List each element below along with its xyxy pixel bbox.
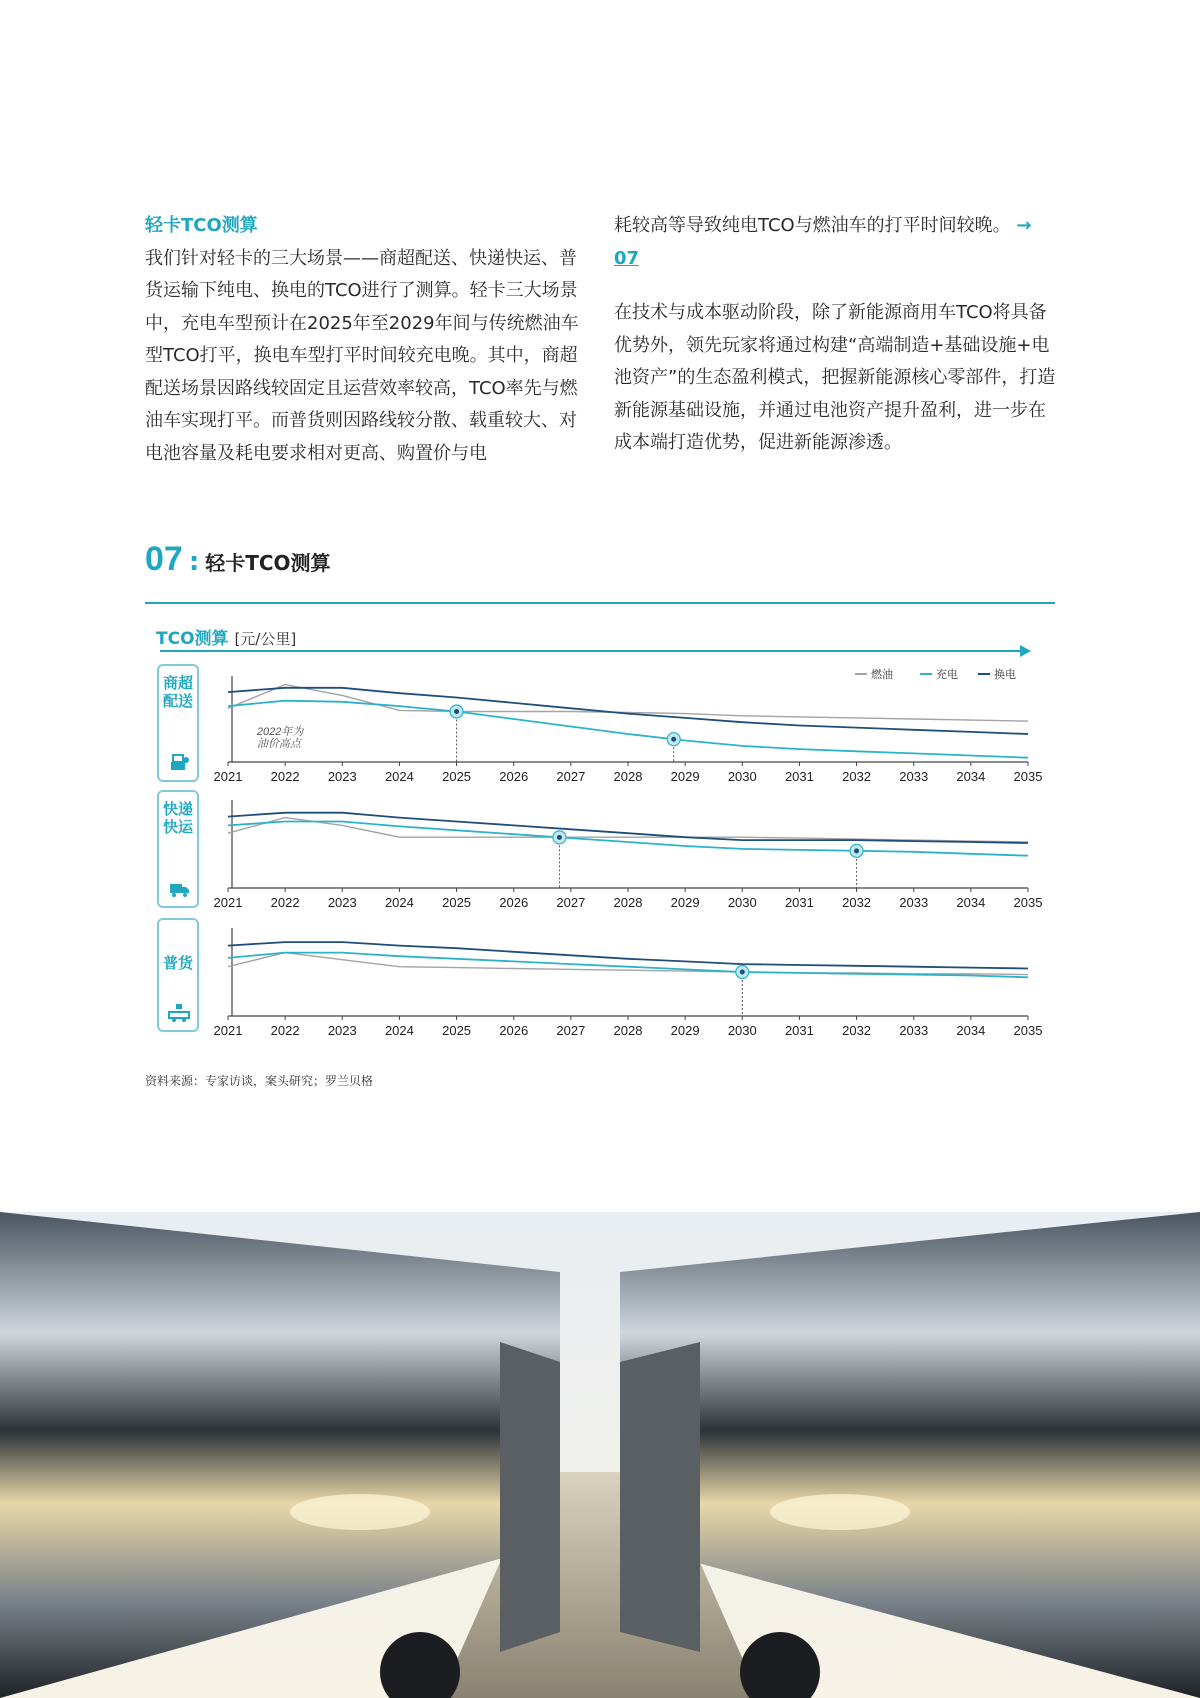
x-tick-label: 2023 — [327, 1023, 357, 1038]
x-tick-label: 2024 — [384, 1023, 414, 1038]
x-tick-label: 2026 — [499, 1023, 529, 1038]
x-tick-label: 2027 — [556, 1023, 586, 1038]
x-tick-label: 2029 — [670, 1023, 700, 1038]
x-tick-label: 2035 — [1013, 1023, 1043, 1038]
x-tick-label: 2027 — [556, 769, 586, 784]
swap-line — [228, 688, 1028, 734]
figure-title-text: 轻卡TCO测算 — [205, 551, 331, 575]
x-tick-label: 2034 — [956, 895, 986, 910]
section-heading: 轻卡TCO测算 — [145, 215, 258, 236]
body-paragraph-2: 在技术与成本驱动阶段，除了新能源商用车TCO将具备优势外，领先玩家将通过构建“高端制造+基础设施+电池资产”的生态盈利模式，把握新能源核心零部件，打造新能源基础设施，并通过电池资产提升盈利，进一步在成本端打造优势，促进新能源渗透。 — [614, 302, 1056, 453]
x-tick-label: 2033 — [899, 895, 929, 910]
crossover-marker-dot — [454, 709, 459, 714]
body-paragraph: 我们针对轻卡的三大场景——商超配送、快递快运、普货运输下纯电、换电的TCO进行了测算。轻卡三大场景中，充电车型预计在2025年至2029年间与传统燃油车型TCO打平，换电车型打平时间较充电晚。其中，商超配送场景因路线较固定且运营效率较高，TCO率先与燃油车实现打平。而普货则因路线较分散、载重较大、对电池容量及耗电要求相对更高、购置价与电 — [145, 247, 579, 464]
x-tick-label: 2029 — [670, 895, 700, 910]
axis-arrow-head — [1020, 645, 1031, 657]
x-tick-label: 2022 — [270, 1023, 300, 1038]
x-tick-label: 2035 — [1013, 769, 1043, 784]
x-tick-label: 2028 — [613, 895, 643, 910]
swap-line — [228, 942, 1028, 968]
panel-label-text: 快递快运 — [162, 800, 193, 836]
panel-label-text: 商超配送 — [162, 674, 193, 710]
x-tick-label: 2033 — [899, 769, 929, 784]
x-tick-label: 2035 — [1013, 895, 1043, 910]
figure-colon: : — [188, 547, 200, 577]
figure-number: 07 — [145, 540, 183, 578]
x-tick-label: 2026 — [499, 895, 529, 910]
legend-label: 充电 — [936, 669, 958, 681]
x-tick-label: 2025 — [442, 769, 472, 784]
x-tick-label: 2023 — [327, 895, 357, 910]
source-note: 资料来源：专家访谈，案头研究；罗兰贝格 — [145, 1074, 374, 1088]
crossover-marker-dot — [854, 848, 859, 853]
panel-label-text: 普货 — [162, 954, 193, 972]
arrow-right-icon: → — [1016, 215, 1032, 236]
x-tick-label: 2021 — [213, 769, 243, 784]
x-tick-label: 2031 — [784, 769, 814, 784]
crossover-marker-dot — [671, 737, 676, 742]
crossover-marker-dot — [557, 835, 562, 840]
x-tick-label: 2025 — [442, 1023, 472, 1038]
legend-label: 燃油 — [871, 669, 893, 681]
tanker-trucks-photo — [0, 1212, 1200, 1698]
x-tick-label: 2021 — [213, 1023, 243, 1038]
x-tick-label: 2022 — [270, 895, 300, 910]
x-tick-label: 2030 — [727, 895, 757, 910]
annotation-text: 油价高点 — [256, 738, 301, 750]
x-tick-label: 2034 — [956, 1023, 986, 1038]
x-tick-label: 2031 — [784, 1023, 814, 1038]
fuel-line — [228, 953, 1028, 975]
x-tick-label: 2025 — [442, 895, 472, 910]
swap-line — [228, 813, 1028, 843]
x-tick-label: 2024 — [384, 769, 414, 784]
x-tick-label: 2023 — [327, 769, 357, 784]
x-tick-label: 2026 — [499, 769, 529, 784]
axis-title-text: TCO测算 — [156, 629, 229, 649]
x-tick-label: 2032 — [842, 895, 872, 910]
x-tick-label: 2032 — [842, 769, 872, 784]
photo-illustration — [0, 1212, 1200, 1698]
x-tick-label: 2024 — [384, 895, 414, 910]
crossover-marker-dot — [740, 970, 745, 975]
figure-reference-link[interactable]: 07 — [614, 247, 640, 269]
annotation-text: 2022年为 — [256, 726, 304, 738]
x-tick-label: 2033 — [899, 1023, 929, 1038]
paragraph-text: 耗较高等导致纯电TCO与燃油车的打平时间较晚。 — [614, 215, 1011, 236]
x-tick-label: 2028 — [613, 769, 643, 784]
x-tick-label: 2032 — [842, 1023, 872, 1038]
x-tick-label: 2021 — [213, 895, 243, 910]
axis-unit: [元/公里] — [234, 630, 297, 648]
x-tick-label: 2022 — [270, 769, 300, 784]
x-tick-label: 2030 — [727, 769, 757, 784]
x-tick-label: 2027 — [556, 895, 586, 910]
x-tick-label: 2030 — [727, 1023, 757, 1038]
x-tick-label: 2031 — [784, 895, 814, 910]
x-tick-label: 2034 — [956, 769, 986, 784]
x-tick-label: 2028 — [613, 1023, 643, 1038]
legend-label: 换电 — [994, 669, 1016, 681]
x-tick-label: 2029 — [670, 769, 700, 784]
